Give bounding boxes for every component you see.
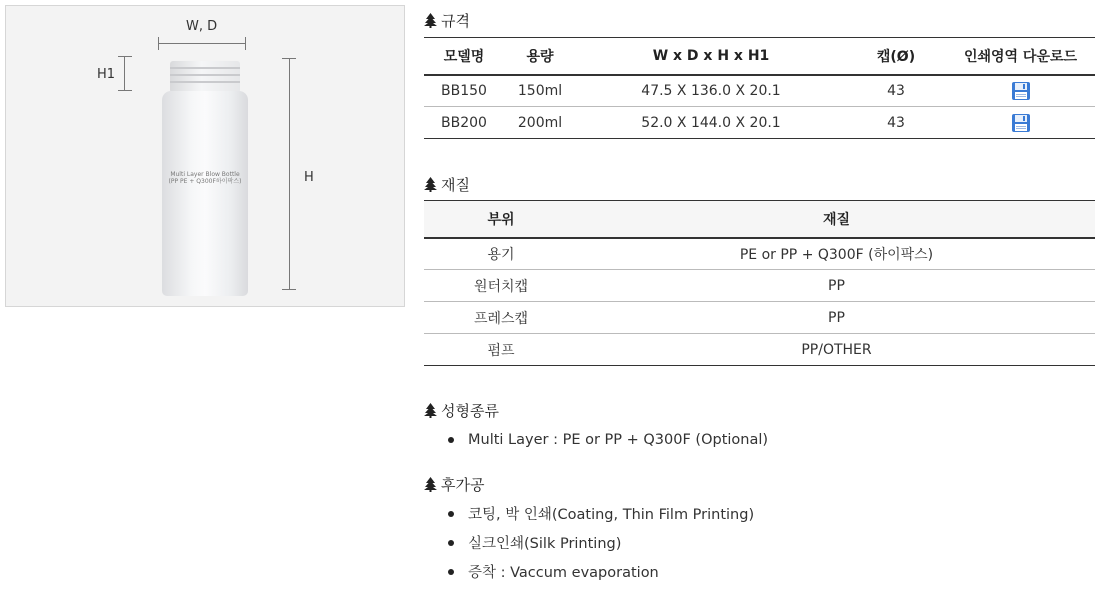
col-dimensions: W x D x H x H1 bbox=[652, 47, 770, 64]
material-cell: PP/OTHER bbox=[801, 341, 872, 358]
list-item: Multi Layer : PE or PP + Q300F (Optional) bbox=[424, 425, 768, 454]
col-capacity: 용량 bbox=[526, 48, 554, 65]
cap-cell: 43 bbox=[887, 82, 905, 99]
bottle-print-text: Multi Layer Blow Bottle (PP PE + Q300F하이팍스) bbox=[168, 171, 242, 186]
download-cell bbox=[946, 107, 1095, 139]
tree-icon bbox=[424, 403, 437, 418]
molding-list bbox=[424, 425, 768, 454]
model-cell: BB150 bbox=[441, 82, 487, 99]
download-cell bbox=[946, 75, 1095, 107]
table-row bbox=[424, 270, 1095, 302]
material-cell: PP bbox=[828, 277, 845, 294]
table-row bbox=[424, 107, 1095, 139]
table-row bbox=[424, 302, 1095, 334]
product-image-panel bbox=[5, 5, 405, 307]
spec-table-header bbox=[424, 38, 1095, 75]
dimensions-cell: 47.5 X 136.0 X 20.1 bbox=[641, 82, 781, 99]
h1-dimension-line bbox=[124, 56, 125, 91]
table-row bbox=[424, 75, 1095, 107]
list-item: 코팅, 박 인쇄(Coating, Thin Film Printing) bbox=[424, 499, 754, 528]
cap-cell: 43 bbox=[887, 114, 905, 131]
material-table-header bbox=[424, 201, 1095, 238]
part-cell: 프레스캡 bbox=[473, 310, 529, 327]
height-label: H bbox=[304, 170, 314, 185]
tree-icon bbox=[424, 477, 437, 492]
table-row bbox=[424, 238, 1095, 270]
tree-icon bbox=[424, 13, 437, 28]
height-tick-bottom bbox=[282, 289, 296, 290]
h1-tick-top bbox=[118, 56, 132, 57]
part-cell: 펌프 bbox=[487, 342, 515, 359]
material-cell: PP bbox=[828, 309, 845, 326]
table-row bbox=[424, 334, 1095, 366]
list-item: 실크인쇄(Silk Printing) bbox=[424, 528, 754, 557]
material-table bbox=[424, 200, 1095, 366]
col-model: 모델명 bbox=[443, 48, 485, 65]
model-cell: BB200 bbox=[441, 114, 487, 131]
floppy-disk-icon[interactable] bbox=[1011, 81, 1031, 101]
spec-table bbox=[424, 37, 1095, 139]
col-download: 인쇄영역 다운로드 bbox=[963, 48, 1078, 65]
list-item: 증착 : Vaccum evaporation bbox=[424, 557, 754, 586]
h1-tick-bottom bbox=[118, 90, 132, 91]
material-section-title: 재질 bbox=[424, 174, 470, 195]
molding-section-title: 성형종류 bbox=[424, 400, 499, 421]
width-depth-label: W, D bbox=[186, 19, 218, 34]
col-cap: 캡(Ø) bbox=[876, 48, 916, 65]
capacity-cell: 200ml bbox=[517, 114, 563, 131]
floppy-disk-icon[interactable] bbox=[1011, 113, 1031, 133]
tree-icon bbox=[424, 177, 437, 192]
h1-label: H1 bbox=[97, 67, 116, 82]
bottle-neck bbox=[170, 61, 240, 93]
height-tick-top bbox=[282, 58, 296, 59]
part-cell: 원터치캡 bbox=[473, 278, 529, 295]
width-tick-right bbox=[245, 37, 246, 50]
post-processing-list bbox=[424, 499, 754, 586]
part-cell: 용기 bbox=[487, 246, 515, 263]
post-processing-section-title: 후가공 bbox=[424, 474, 484, 495]
bottle-body bbox=[162, 91, 248, 296]
width-dimension-line bbox=[158, 43, 246, 44]
col-material: 재질 bbox=[822, 211, 851, 228]
width-tick-left bbox=[158, 37, 159, 50]
dimensions-cell: 52.0 X 144.0 X 20.1 bbox=[641, 114, 781, 131]
height-dimension-line bbox=[289, 58, 290, 290]
material-cell: PE or PP + Q300F (하이팍스) bbox=[739, 246, 934, 263]
spec-section-title: 규격 bbox=[424, 10, 470, 31]
capacity-cell: 150ml bbox=[517, 82, 563, 99]
col-part: 부위 bbox=[487, 211, 515, 228]
